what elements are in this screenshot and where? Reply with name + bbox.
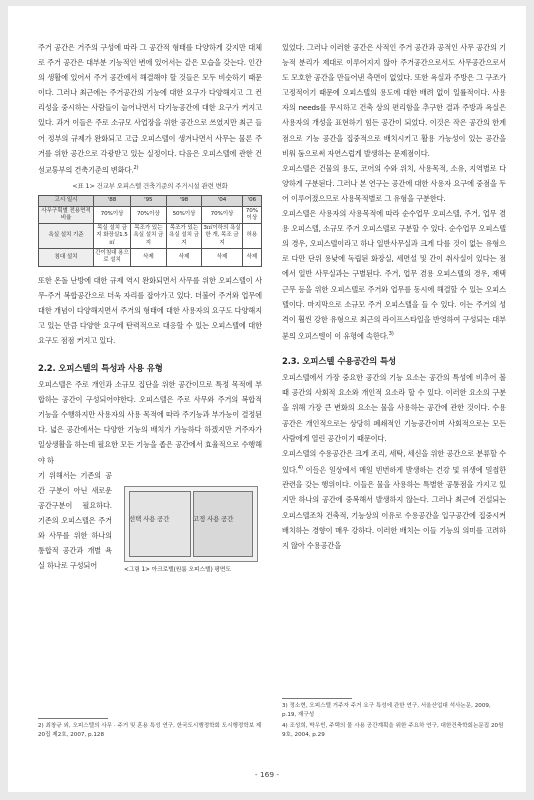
left-paragraph-2: 또한 온돌 난방에 대한 규제 역시 완화되면서 사무를 위한 오피스텔이 사무-주거 복합공간으로 더욱 자리를 잡아가고 있다. 더불어 주거와 업무에 대한 개념이 다양해지면서 주거의 형태에 대한 사용자의 요구도 다양해지고 있는 만큼 다양한 요구에 탄력적으로 대응할 수 있는 오피스텔에 대한 요구도 점점 커지고 있다.	[38, 275, 262, 345]
right-paragraph-3: 오피스텔은 사용자의 사용목적에 따라 순수업무 오피스텔, 주거, 업무 겸용 오피스텔, 소규모 주거 오피스텔로 구분할 수 있다. 순수업무 오피스텔의 경우, 오피스텔이라고 하나 일반사무실과 크게 다를 것이 없는 유형으로 다만 단위 용낮에 독립된 화장실, 세면설 및 간이 취사실이 있다는 점에서 일반 사무실과는 구별된다. 주거, 업무 겸용 오피스텔의 경우, 재택근무 등을 위한 오피스텔로 주거와 업무를 동시에 해결할 수 있는 오피스텔이다. 마지막으로 소규모 주거 오피스텔을 들 수 있다. 이는 주거의 성격이 훨씬 강한 유형으로 최근의 라이프스타일을 반영하여 구성되는 대부분의 오피스텔이 이 유형에 속한다.$^{3)}$	[282, 209, 506, 341]
right-column	[282, 40, 506, 553]
document-page	[8, 6, 526, 792]
right-paragraph-5: 오피스텔의 수용공간은 크게 조리, 세탁, 세신을 위한 공간으로 분류할 수 있다.$^{4)}$ 이들은 일상에서 매일 빈번하게 발생하는 건강 및 위생에 밀접한 관련을 갖는 행위이다. 이들은 물을 사용하는 특별한 공통점을 가지고 있지만 하나의 공간에 중복해서 발생하지 않는다. 그러나 최근에 건설되는 오피스텔조차 건축적, 기능상의 이유로 수용공간을 입구공간에 집중시켜 배치하는 경향이 매우 강하다. 이러한 배치는 이들 기능의 의미를 고려하지 않아 수용공간을	[282, 448, 506, 550]
floor-plan-figure	[124, 486, 258, 562]
table-cell: 사무구획별 전용면적비율	[39, 206, 94, 224]
table-caption: <표 1> 건교부 오피스텔 건축기준의 주거시설 관련 변화	[72, 182, 228, 191]
right-paragraph-1: 있었다. 그러나 이러한 공간은 사적인 주거 공간과 공적인 사무 공간의 기능적 분리가 제대로 이루어지지 않아 주거공간으로서도 사무공간으로서도 모호한 공간을 만들어낸 측면이 없었다. 또한 욕실과 주방은 그 구조가 고정적이기 때문에 오피스텔의 용도에 대한 배려 없이 일률적이다. 사용자의 needs를 무시하고 건축 상의 편리함을 추구한 결과 주방과 욕실은 사용자의 개성을 표현하기 힘든 공간이 되었다. 이것은 작은 공간의 한계점으로 기능 공간을 집중적으로 배치시키고 활용 가능성이 있는 공간을 비워 둠으로써 자연스럽게 발생하는 문제점이다.	[282, 43, 506, 158]
left-paragraph-3: 오피스텔은 주로 개인과 소규모 집단을 위한 공간이므로 특정 목적에 부합하는 공간이 구성되어야한다. 오피스텔은 주로 사무와 주거의 복합적 기능을 수행하지만 사용자의 사용 목적에 따라 주기능과 부가능이 결정된다. 넓은 공간에서는 다양한 기능의 배치가 가능하다 하겠지만 거주자가 일상생활을 하는데 필요한 모든 기능을 좁은 공간에서 효율적으로 수행해야 하	[38, 380, 262, 465]
table-cell: 삭제	[202, 249, 242, 267]
right-paragraph-4: 오피스텔에서 가장 중요한 공간의 기능 요소는 공간의 특성에 비추어 볼 때 공간의 사회적 요소와 개인적 요소라 할 수 있다. 이러한 요소의 구분을 위해 가장 큰 변화의 요소는 물을 사용하는 공간에 관한 것이다. 수용공간은 개인적으로는 상당히 폐쇄적인 기능공간이며 사회적으로는 모든 사람에게 열린 공간이기 때문이다.	[282, 373, 506, 443]
table-cell: 70%이상	[202, 206, 242, 224]
figure-label-select-space: 선택 사용 공간	[129, 514, 170, 523]
section-heading-2-2: 2.2. 오피스텔의 특성과 사용 유형	[38, 363, 163, 374]
table-cell: 욕실 설치 기준	[39, 224, 94, 249]
footnote-2: 2) 최창규 외, 오피스텔의 사무 · 주거 및 혼용 특성 연구, 한국도시행정학회 도시행정학보 제20집 제2호, 2007, p.128	[38, 723, 262, 739]
footnote-3: 3) 정소현, 오피스텔 거주자 주거 요구 특성에 관한 연구, 서울산업대 석사논문, 2009, p.19, 재구성	[282, 703, 491, 719]
table-row	[39, 224, 262, 249]
right-paragraph-2: 오피스텔은 건물의 용도, 코어의 수와 위치, 사용목적, 소유, 지역별로 다양하게 구분된다. 그러나 본 연구는 공간에 대한 사용자 요구에 중점을 두어 이루어졌으므로 사용목적별로 그 유형을 구분한다.	[282, 163, 506, 203]
plan-room-select	[129, 491, 191, 557]
table-cell: 침대 설치	[39, 249, 94, 267]
table-cell: 목조가 있는 욕실 설치 금지	[131, 224, 167, 249]
table-header-cell: '04	[202, 196, 242, 206]
table-header-cell: '95	[131, 196, 167, 206]
table-cell: 삭제	[242, 249, 261, 267]
table-header-cell: '98	[166, 196, 202, 206]
table-cell: 목조가 있는 욕실 설치 금지	[166, 224, 202, 249]
table-row	[39, 206, 262, 224]
table-header-cell: 고시 일시	[39, 196, 94, 206]
page-number: - 169 -	[254, 770, 280, 779]
table-cell: 삭제	[131, 249, 167, 267]
table-cell: 70%이상	[131, 206, 167, 224]
left-paragraph-1: 주거 공간은 거주의 구성에 따라 그 공간적 형태를 다양하게 갖지만 대체로 주거 공간은 대부분 기능적인 변에 있어서는 같은 모습을 갖는다. 인간의 생활에 있어서 주거 공간에서 해결해야 할 것들은 모두 비슷하기 때문이다. 그러나 최근에는 주거공간의 기능에 대한 요구가 다양해지고 그 컨리성을 중시하는 사람들이 늘어나면서 다기능공간에 대한 요구가 커지고 있다. 과거 이들은 주로 소규모 사업장을 위한 공간으로 쓰였지만 최근 들어 정부의 규제가 완화되고 고급 오피스텔이 생겨나면서 사무는 물론 주거를 위한 공간으로 각광받고 있는 실정이다. 다음은 오피스텔에 관한 건설교통부의 건축기준의 변화다.$^{2)}$	[38, 43, 262, 175]
plan-room-fixed	[193, 491, 253, 557]
table-cell: 3㎡이하의 욕실 한 개, 목조 금지	[202, 224, 242, 249]
table-cell: 간이침대 용으로 설치	[94, 249, 131, 267]
figure-block	[38, 468, 262, 588]
table-cell: 허용	[242, 224, 261, 249]
footnote-4: 4) 조성희, 박우빈, 주택의 물 사용 공간계획을 위한 주요하 연구, 대한건축학회논문집 20원9호, 2004, p.29	[282, 723, 504, 739]
table-cell: 삭제	[166, 249, 202, 267]
figure-caption: <그림 1> 아크로텔(원룸 오피스텔) 평면도	[124, 566, 231, 573]
officetel-standard-table	[38, 195, 262, 266]
footnote-divider-left	[38, 718, 108, 719]
table-cell: 70%이상	[94, 206, 131, 224]
section-heading-2-3: 2.3. 오피스텔 수용공간의 특성	[282, 356, 396, 367]
left-column	[38, 40, 262, 588]
footnote-divider-right	[282, 698, 352, 699]
table-cell: 목실 설치 금지 화장실1.5 ㎡	[94, 224, 131, 249]
table-cell: 50%이상	[166, 206, 202, 224]
figure-label-fixed-space: 고정 사용 공간	[193, 514, 234, 523]
table-cell: 70%이상	[242, 206, 261, 224]
left-paragraph-3-tail: 기 위해서는 기존의 공간 구분이 아닌 새로운 공간구분이 필요하다. 기존의 오피스텔은 주거와 사무를 위한 하나의 통합적 공간과 개별 욕실 하나로 구성되어	[38, 470, 112, 571]
table-header-cell: '06	[242, 196, 261, 206]
table-header-row	[39, 196, 262, 206]
table-row	[39, 249, 262, 267]
table-header-cell: '88	[94, 196, 131, 206]
